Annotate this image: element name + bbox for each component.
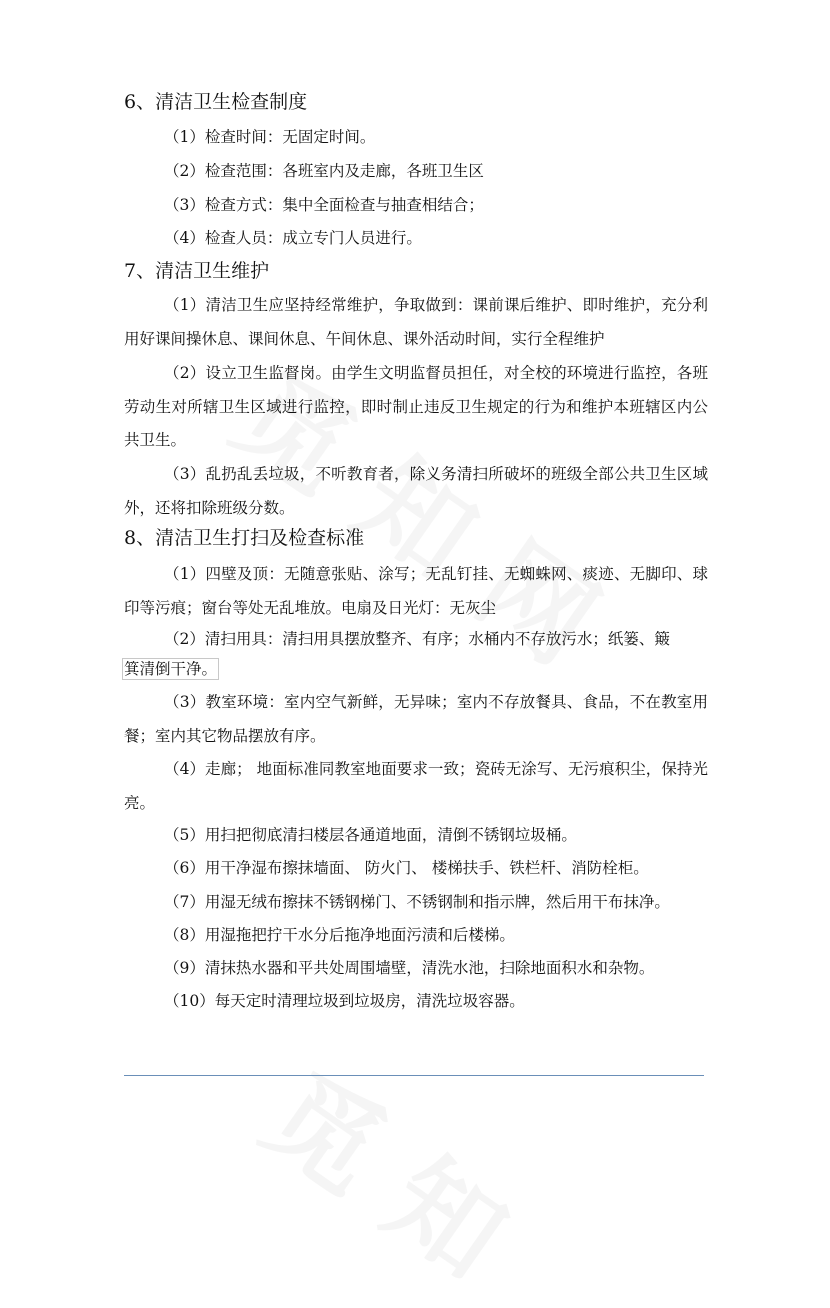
list-item: （8）用湿拖把拧干水分后拖净地面污渍和后楼梯。 (164, 926, 515, 944)
list-item: （2）设立卫生监督岗。由学生文明监督员担任，对全校的环境进行监控，各班劳动生对所辖卫生区域进行监控，即时制止违反卫生规定的行为和维护本班辖区内公共卫生。 (124, 364, 708, 449)
list-item: （2）清扫用具：清扫用具摆放整齐、有序；水桶内不存放污水；纸篓、簸 (164, 630, 670, 648)
section-heading-8: 8、清洁卫生打扫及检查标准 (124, 527, 365, 549)
list-item: （4）检查人员：成立专门人员进行。 (164, 229, 422, 247)
section-heading-7: 7、清洁卫生维护 (124, 260, 270, 282)
list-item: （4）走廊； 地面标准同教室地面要求一致；瓷砖无涂写、无污痕积尘，保持光亮。 (124, 760, 708, 812)
footer-rule (124, 1075, 704, 1076)
watermark (239, 1030, 541, 1308)
list-item: （7）用湿无绒布擦抹不锈钢梯门、不锈钢制和指示牌，然后用干布抹净。 (164, 893, 670, 911)
list-item: （9）清抹热水器和平共处周围墙壁，清洗水池，扫除地面积水和杂物。 (164, 959, 655, 977)
list-item: （10）每天定时清理垃圾到垃圾房，清洗垃圾容器。 (164, 992, 525, 1010)
list-item-continuation: 箕清倒干净。 (124, 660, 218, 678)
list-item: （3）乱扔乱丢垃圾，不听教育者，除义务清扫所破坏的班级全部公共卫生区域外，还将扣除班级分数。 (124, 465, 708, 517)
list-item: （5）用扫把彻底清扫楼层各通道地面，清倒不锈钢垃圾桶。 (164, 826, 577, 844)
list-item: （1）四壁及顶：无随意张贴、涂写；无乱钉挂、无蜘蛛网、痰迹、无脚印、球印等污痕；窗台等处无乱堆放。电扇及日光灯：无灰尘 (124, 565, 708, 617)
list-item: （1）清洁卫生应坚持经常维护，争取做到：课前课后维护、即时维护，充分利用好课间操休息、课间休息、午间休息、课外活动时间，实行全程维护 (124, 296, 708, 348)
section-heading-6: 6、清洁卫生检查制度 (124, 91, 308, 113)
list-item: （1）检查时间：无固定时间。 (164, 128, 376, 146)
list-item: （2）检查范围：各班室内及走廊，各班卫生区 (164, 162, 484, 180)
list-item: （3）检查方式：集中全面检查与抽查相结合； (164, 196, 484, 214)
list-item: （3）教室环境：室内空气新鲜，无异味；室内不存放餐具、食品，不在教室用餐；室内其它物品摆放有序。 (124, 693, 708, 745)
list-item: （6）用干净湿布擦抹墙面、 防火门、 楼梯扶手、铁栏杆、消防栓柜。 (164, 859, 649, 877)
